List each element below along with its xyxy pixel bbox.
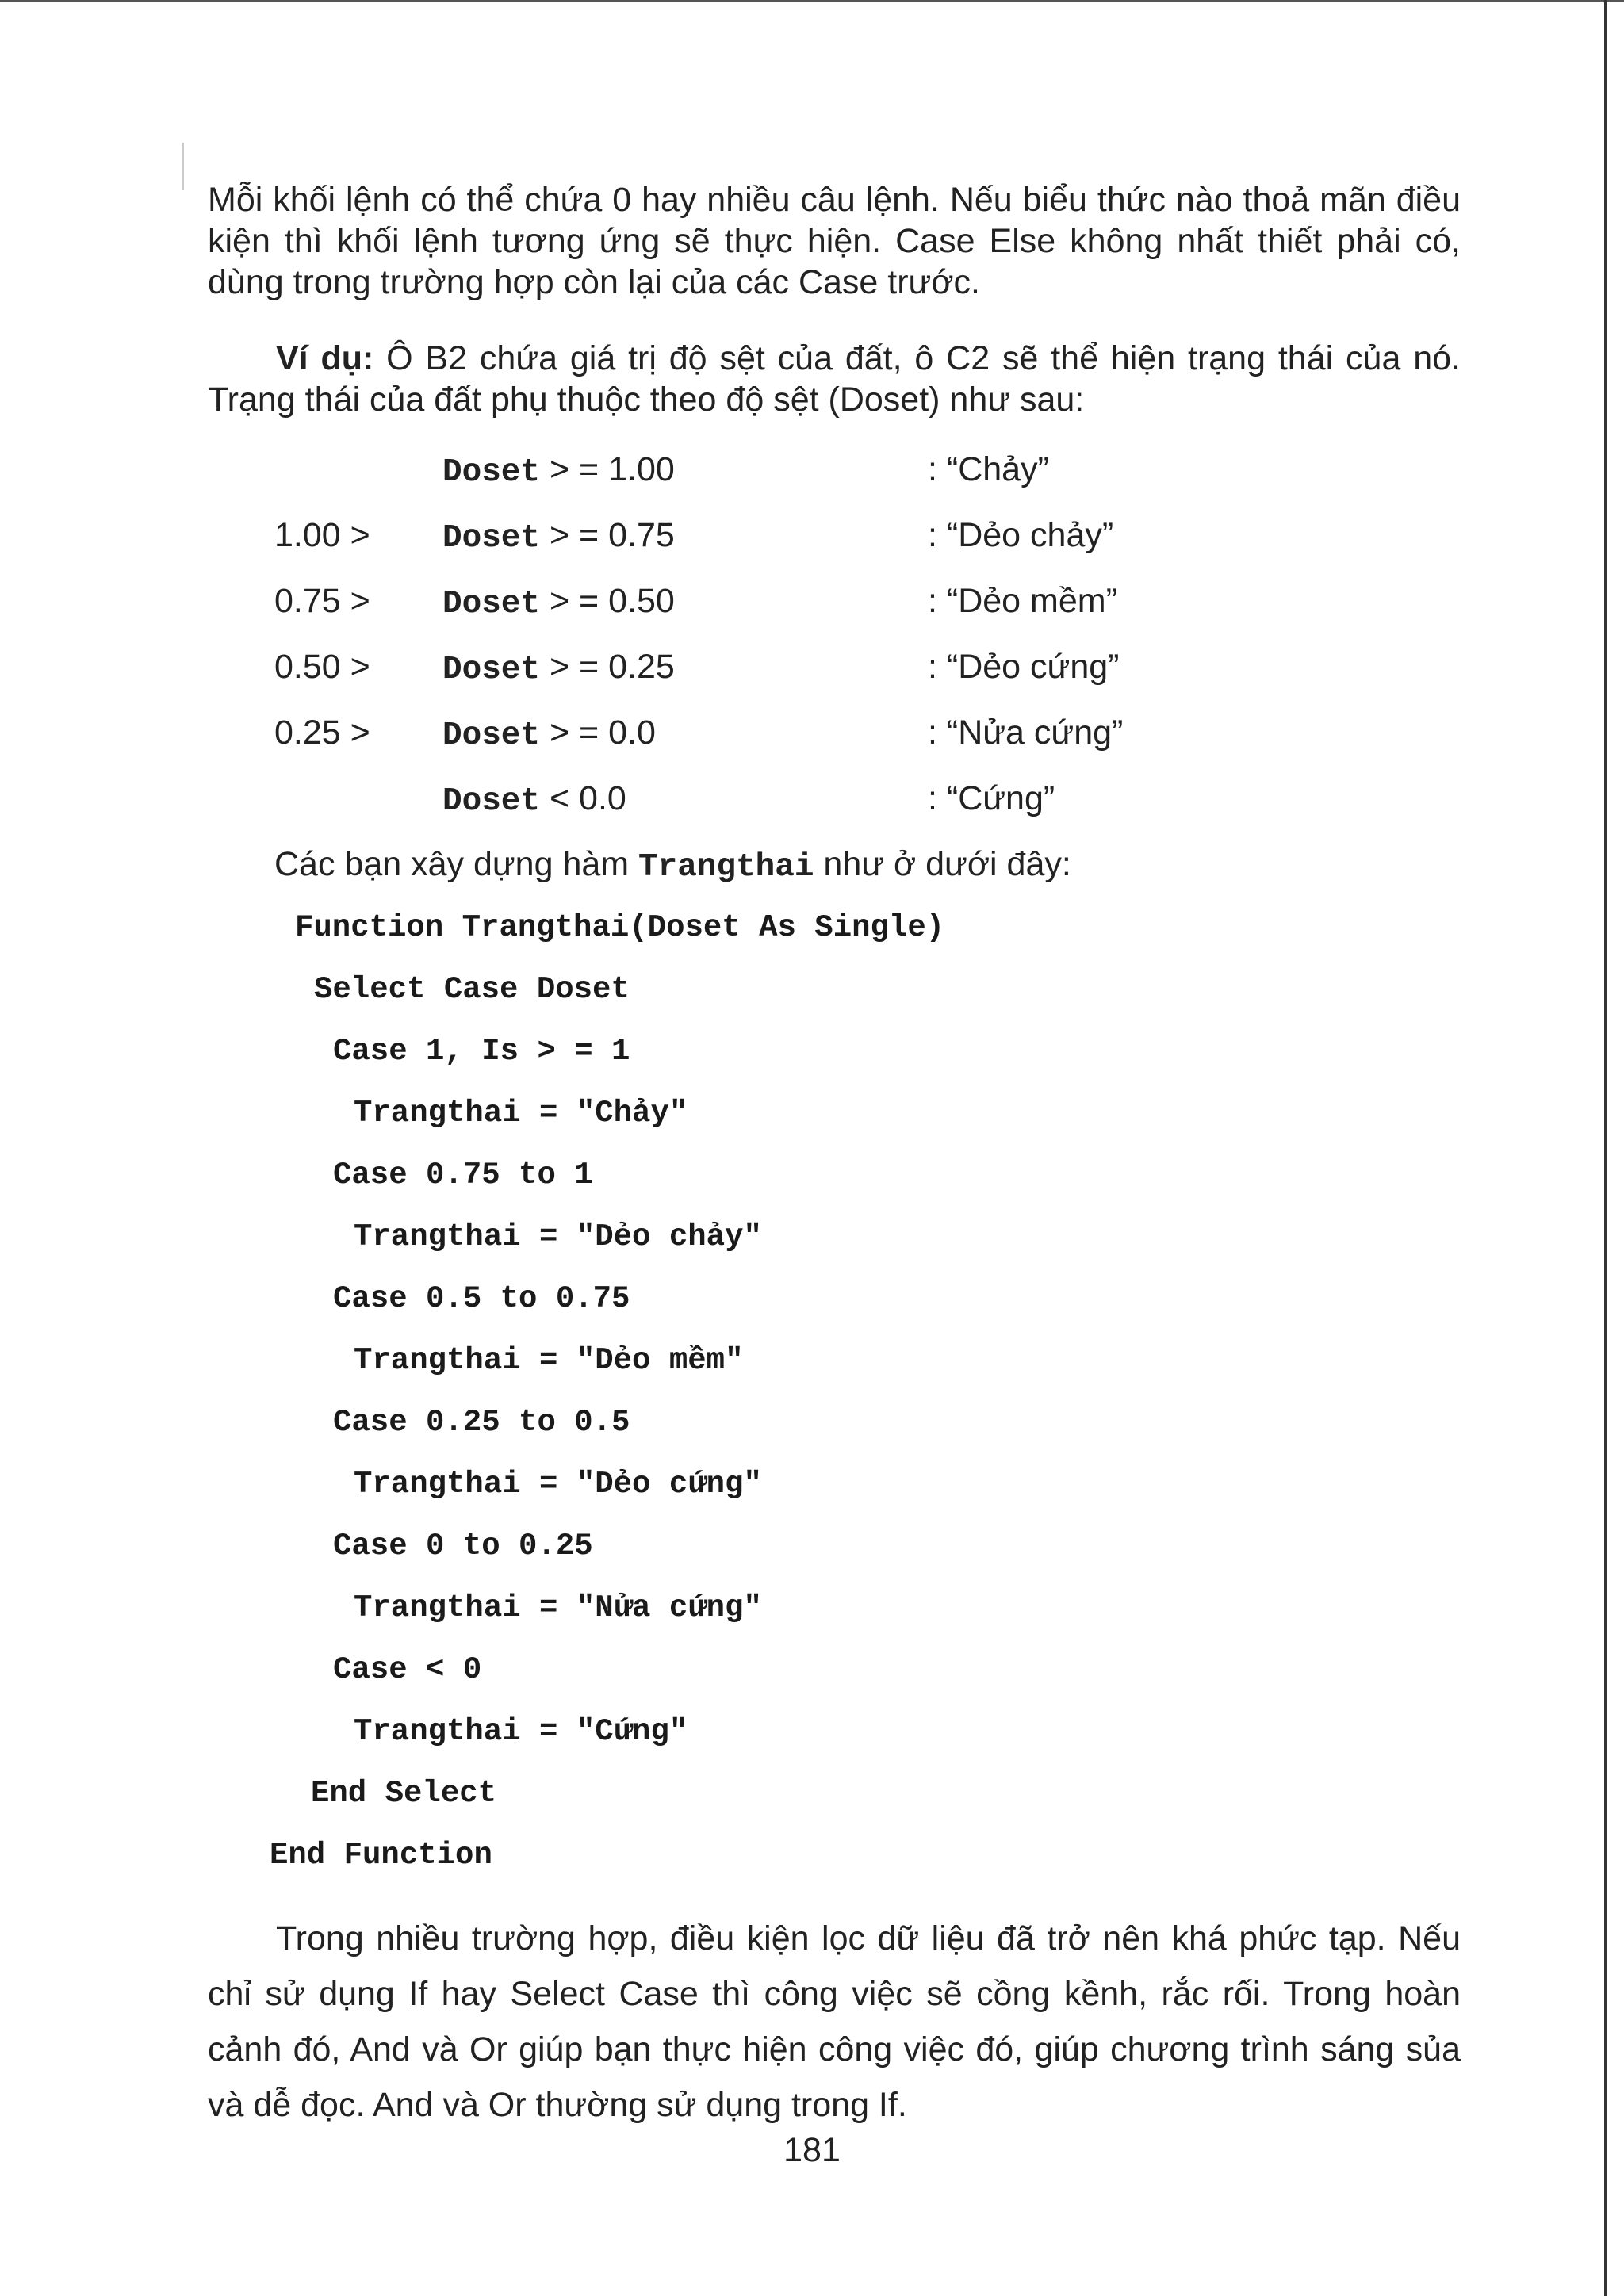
top-scan-edge [0, 0, 1624, 2]
paragraph-intro: Mỗi khối lệnh có thể chứa 0 hay nhiều câu lệnh. Nếu biểu thức nào thoả mãn điều kiện thì khối lệnh tương ứng sẽ thực hiện. Case Else không nhất thiết phải có, dùng trong trường hợp còn lại của các Case trước. [208, 181, 1461, 301]
condition-op: < 0.0 [540, 779, 626, 817]
right-scan-edge [1604, 0, 1607, 2296]
code-line: End Select [311, 1776, 497, 1811]
intro-function-name: Trangthai [638, 849, 814, 886]
condition-row [0, 582, 1624, 629]
condition-result: : “Chảy” [928, 450, 1049, 488]
code-line: Select Case Doset [314, 972, 630, 1007]
condition-row [0, 450, 1624, 498]
condition-var: Doset [442, 520, 541, 557]
margin-mark [182, 143, 184, 190]
condition-prefix: 0.25 > [274, 714, 370, 752]
condition-op: > = 0.0 [540, 714, 656, 752]
code-line: End Function [270, 1838, 492, 1873]
condition-op: > = 0.50 [540, 582, 675, 620]
intro-before: Các bạn xây dựng hàm [274, 845, 639, 883]
condition-expression [442, 450, 675, 491]
code-line: Case < 0 [333, 1652, 482, 1687]
condition-result: : “Dẻo mềm” [928, 582, 1117, 620]
page-number: 181 [783, 2131, 841, 2169]
condition-prefix: 1.00 > [274, 516, 370, 554]
condition-expression [442, 516, 675, 557]
code-line: Case 0.5 to 0.75 [333, 1281, 630, 1316]
condition-result: : “Cứng” [928, 779, 1055, 817]
condition-row [0, 648, 1624, 695]
code-line: Case 0.75 to 1 [333, 1158, 593, 1192]
condition-expression [442, 648, 675, 688]
paragraph-conclusion: Trong nhiều trường hợp, điều kiện lọc dữ liệu đã trở nên khá phức tạp. Nếu chỉ sử dụng If hay Select Case thì công việc sẽ cồng kềnh, rắc rối. Trong hoàn cảnh đó, And và Or giúp bạn thực hiện công việc đó, giúp chương trình sáng sủa và dễ đọc. And và Or thường sử dụng trong If. [208, 1919, 1461, 2124]
condition-row [0, 714, 1624, 761]
intro-after: như ở dưới đây: [814, 845, 1071, 883]
code-line: Trangthai = "Dẻo mềm" [354, 1343, 744, 1378]
condition-row [0, 779, 1624, 827]
function-intro [274, 845, 1071, 886]
condition-prefix: 0.50 > [274, 648, 370, 686]
code-line: Trangthai = "Cứng" [354, 1714, 688, 1749]
code-line: Case 0 to 0.25 [333, 1529, 593, 1563]
example-label: Ví dụ: [276, 339, 374, 377]
condition-row [0, 516, 1624, 564]
code-line: Trangthai = "Nửa cứng" [354, 1590, 762, 1625]
condition-var: Doset [442, 586, 541, 622]
condition-var: Doset [442, 652, 541, 688]
condition-var: Doset [442, 454, 541, 491]
condition-var: Doset [442, 718, 541, 754]
condition-expression [442, 582, 675, 622]
code-line: Trangthai = "Chảy" [354, 1096, 688, 1131]
condition-op: > = 0.75 [540, 516, 675, 554]
condition-prefix: 0.75 > [274, 582, 370, 620]
code-line: Function Trangthai(Doset As Single) [295, 910, 945, 945]
condition-expression [442, 779, 626, 820]
condition-result: : “Nửa cứng” [928, 714, 1124, 752]
condition-var: Doset [442, 783, 541, 820]
condition-expression [442, 714, 656, 754]
code-line: Case 1, Is > = 1 [333, 1034, 630, 1069]
condition-op: > = 1.00 [540, 450, 675, 488]
code-line: Case 0.25 to 0.5 [333, 1405, 630, 1440]
example-text: Ô B2 chứa giá trị độ sệt của đất, ô C2 sẽ thể hiện trạng thái của nó. Trạng thái của đất phụ thuộc theo độ sệt (Doset) như sau: [208, 339, 1461, 419]
code-line: Trangthai = "Dẻo cứng" [354, 1467, 762, 1502]
paragraph-example [208, 338, 1461, 420]
condition-result: : “Dẻo chảy” [928, 516, 1114, 554]
condition-result: : “Dẻo cứng” [928, 648, 1120, 686]
code-line: Trangthai = "Dẻo chảy" [354, 1219, 762, 1254]
condition-op: > = 0.25 [540, 648, 675, 686]
